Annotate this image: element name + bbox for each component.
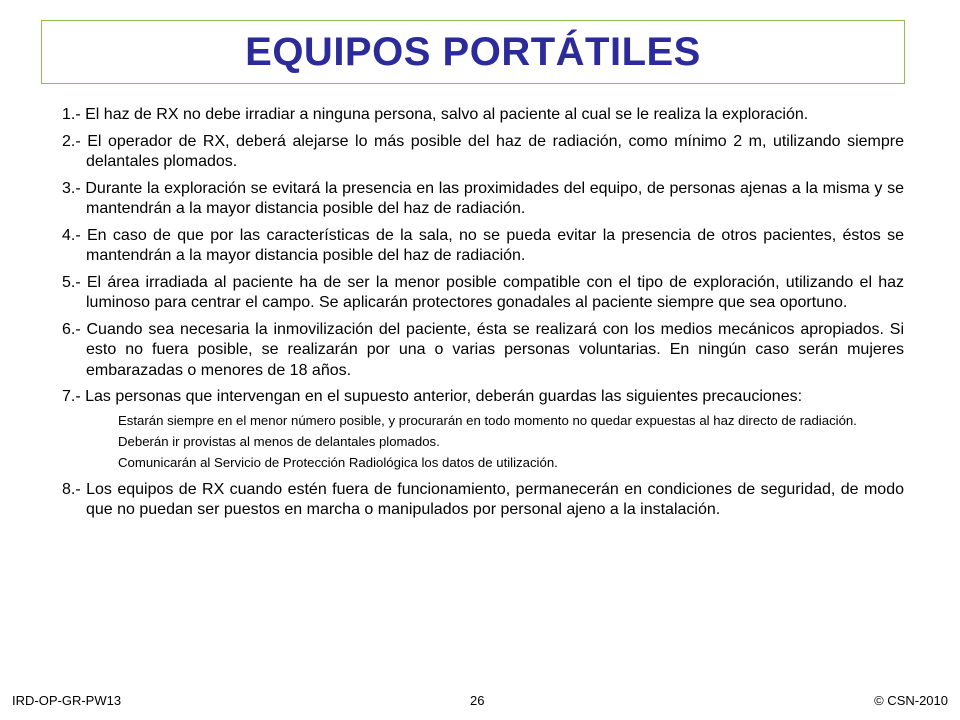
slide-title: EQUIPOS PORTÁTILES (245, 29, 701, 74)
precaution-item-3: Comunicarán al Servicio de Protección Radiológica los datos de utilización. (118, 454, 558, 470)
footer-copyright: © CSN-2010 (874, 693, 948, 708)
list-item-7: 7.- Las personas que intervengan en el supuesto anterior, deberán guardas las siguientes precauciones: (62, 388, 803, 405)
list-item-2: 2.- El operador de RX, deberá alejarse lo más posible del haz de radiación, como mínimo 2 m, utilizando siempre delantales plomados. (62, 132, 904, 170)
list-item-5: 5.- El área irradiada al paciente ha de ser la menor posible compatible con el tipo de exploración, utilizando el haz luminoso para centrar el campo. Se aplicarán protectores gonadales al paciente siempre que sea oportuno. (62, 273, 904, 311)
list-item-8: 8.- Los equipos de RX cuando estén fuera de funcionamiento, permanecerán en condiciones de seguridad, de modo que no puedan ser puestos en marcha o manipulados por personal ajeno a la instalación. (62, 480, 904, 518)
list-item-1: 1.- El haz de RX no debe irradiar a ninguna persona, salvo al paciente al cual se le realiza la exploración. (62, 106, 809, 123)
footer-page-number: 26 (470, 693, 485, 708)
list-item-3: 3.- Durante la exploración se evitará la presencia en las proximidades del equipo, de personas ajenas a la misma y se mantendrán a la mayor distancia posible del haz de radiación. (62, 179, 904, 217)
precaution-item-1: Estarán siempre en el menor número posible, y procurarán en todo momento no quedar expuestas al haz directo de radiación. (118, 412, 857, 428)
title-box (41, 20, 905, 84)
list-item-4: 4.- En caso de que por las características de la sala, no se pueda evitar la presencia de otros pacientes, éstos se mantendrán a la mayor distancia posible del haz de radiación. (62, 226, 904, 264)
slide-content (62, 105, 904, 527)
precautions-list (62, 412, 904, 472)
list-item-6: 6.- Cuando sea necesaria la inmovilización del paciente, ésta se realizará con los medios mecánicos apropiados. Si esto no fuera posible, se realizarán por una o varias personas voluntarias. En ningún caso serán mujeres embarazadas o menores de 18 años. (62, 320, 904, 379)
footer-document-code: IRD-OP-GR-PW13 (12, 693, 122, 708)
precaution-item-2: Deberán ir provistas al menos de delantales plomados. (118, 433, 440, 449)
